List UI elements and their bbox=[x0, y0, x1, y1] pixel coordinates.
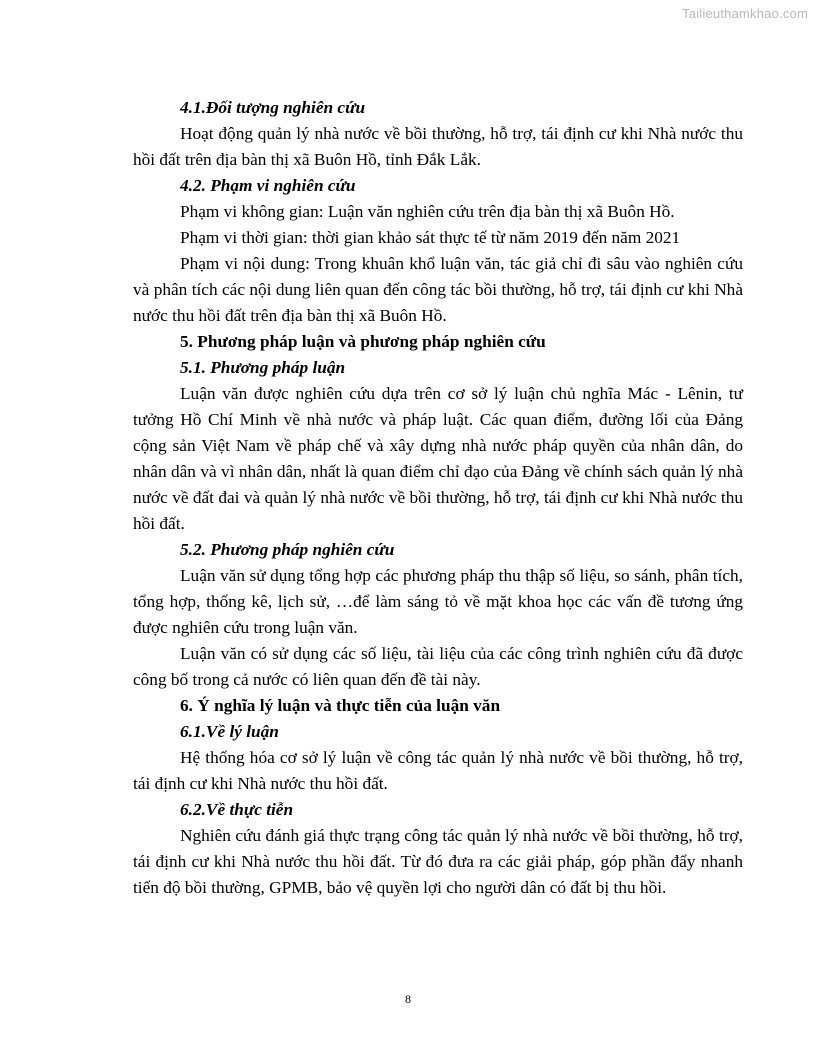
page-number: 8 bbox=[405, 992, 411, 1006]
heading-5-2: 5.2. Phương pháp nghiên cứu bbox=[180, 540, 395, 559]
heading-6-1: 6.1.Về lý luận bbox=[180, 722, 279, 741]
paragraph-scope-time: Phạm vi thời gian: thời gian khảo sát thực tế từ năm 2019 đến năm 2021 bbox=[180, 228, 681, 247]
document-body bbox=[133, 95, 743, 901]
watermark: Tailieuthamkhao.com bbox=[682, 6, 808, 21]
paragraph-6-2: Nghiên cứu đánh giá thực trạng công tác quản lý nhà nước về bồi thường, hỗ trợ, tái định cư khi Nhà nước thu hồi đất. Từ đó đưa ra các giải pháp, góp phần đẩy nhanh tiến độ bồi thường, GPMB, bảo vệ quyền lợi cho người dân có đất bị thu hồi. bbox=[133, 826, 743, 897]
paragraph-5-2-b: Luận văn có sử dụng các số liệu, tài liệu của các công trình nghiên cứu đã được công bố trong cả nước có liên quan đến đề tài này. bbox=[133, 644, 743, 689]
paragraph-5-2-a: Luận văn sử dụng tổng hợp các phương pháp thu thập số liệu, so sánh, phân tích, tổng hợp, thống kê, lịch sử, …để làm sáng tỏ về mặt khoa học các vấn đề tương ứng được nghiên cứu trong luận văn. bbox=[133, 566, 743, 637]
heading-4-1: 4.1.Đối tượng nghiên cứu bbox=[180, 98, 366, 117]
paragraph-scope-content: Phạm vi nội dung: Trong khuân khổ luận văn, tác giả chỉ đi sâu vào nghiên cứu và phân tích các nội dung liên quan đến công tác bồi thường, hỗ trợ, tái định cư khi Nhà nước thu hồi đất trên địa bàn thị xã Buôn Hồ. bbox=[133, 254, 743, 325]
heading-5: 5. Phương pháp luận và phương pháp nghiên cứu bbox=[180, 332, 546, 351]
heading-6: 6. Ý nghĩa lý luận và thực tiễn của luận văn bbox=[180, 696, 501, 715]
paragraph-scope-space: Phạm vi không gian: Luận văn nghiên cứu trên địa bàn thị xã Buôn Hồ. bbox=[180, 202, 675, 221]
heading-4-2: 4.2. Phạm vi nghiên cứu bbox=[180, 176, 356, 195]
heading-5-1: 5.1. Phương pháp luận bbox=[180, 358, 346, 377]
paragraph-6-1: Hệ thống hóa cơ sở lý luận về công tác quản lý nhà nước về bồi thường, hỗ trợ, tái định cư khi Nhà nước thu hồi đất. bbox=[133, 748, 743, 793]
paragraph-5-1: Luận văn được nghiên cứu dựa trên cơ sở lý luận chủ nghĩa Mác - Lênin, tư tưởng Hồ Chí Minh về nhà nước và pháp luật. Các quan điểm, đường lối của Đảng cộng sản Việt Nam về pháp chế và xây dựng nhà nước pháp quyền của nhân dân, do nhân dân và vì nhân dân, nhất là quan điểm chỉ đạo của Đảng về chính sách quản lý nhà nước về đất đai và quản lý nhà nước về bồi thường, hỗ trợ, tái định cư khi Nhà nước thu hồi đất. bbox=[133, 384, 743, 533]
heading-6-2: 6.2.Về thực tiễn bbox=[180, 800, 294, 819]
paragraph-4-1: Hoạt động quản lý nhà nước về bồi thường, hỗ trợ, tái định cư khi Nhà nước thu hồi đất trên địa bàn thị xã Buôn Hồ, tỉnh Đắk Lắk. bbox=[133, 124, 743, 169]
